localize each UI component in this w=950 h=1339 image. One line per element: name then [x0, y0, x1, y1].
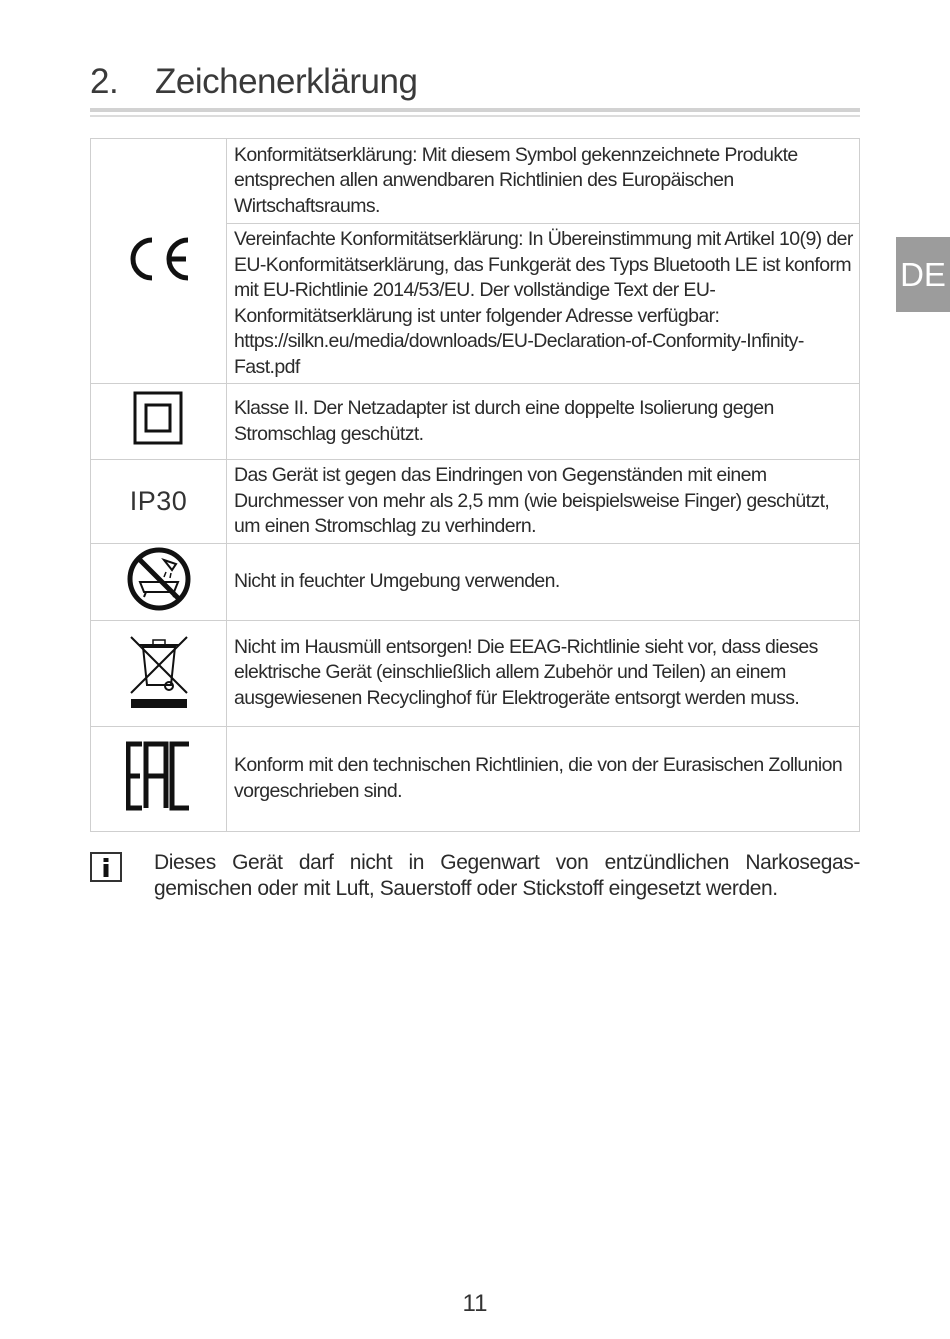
- symbol-description: Das Gerät ist gegen das Eindringen von Gegenständen mit einem Durchmesser von mehr als 2,5 mm (wie beispielsweise Finger) geschützt, um einen Stromschlag zu verhindern.: [227, 460, 860, 544]
- info-note-text: Dieses Gerät darf nicht in Gegenwart von entzündlichen Narkosegas-gemischen oder mit Luft, Sauerstoff oder Stickstoff eingesetzt werden.: [154, 851, 860, 900]
- symbol-description: Klasse II. Der Netzadapter ist durch eine doppelte Isolierung gegen Stromschlag geschützt.: [227, 384, 860, 460]
- heading-rule: [90, 108, 860, 112]
- table-row: [91, 726, 860, 831]
- page-number: 11: [462, 1290, 488, 1317]
- section-title: Zeichenerklärung: [155, 62, 418, 101]
- table-row: [91, 460, 860, 544]
- table-row: [91, 543, 860, 620]
- symbol-table: [90, 138, 860, 832]
- ip30-label: IP30: [129, 485, 188, 516]
- symbol-description: Nicht im Hausmüll entsorgen! Die EEAG-Richtlinie sieht vor, dass dieses elektrische Gerät (einschließlich allem Zubehör und Teilen) an einem ausgewiesenen Recyclinghof für Elektrogeräte entsorgt werden muss.: [227, 620, 860, 726]
- heading-rule-thin: [90, 115, 860, 117]
- eac-mark-icon: [91, 726, 227, 831]
- table-row: [91, 139, 860, 224]
- symbol-description: Konformitätserklärung: Mit diesem Symbol gekennzeichnete Produkte entsprechen allen anwendbaren Richtlinien des Europäischen Wirtschaftsraums.: [227, 139, 860, 224]
- no-bath-icon: [91, 543, 227, 620]
- table-row: [91, 620, 860, 726]
- class-ii-icon: [91, 384, 227, 460]
- language-tab: DE: [896, 237, 950, 312]
- weee-bin-icon: [91, 620, 227, 726]
- symbol-description: Vereinfachte Konformitätserklärung: In Übereinstimmung mit Artikel 10(9) der EU-Konformitätserklärung, das Funkgerät des Typs Bluetooth LE ist konform mit EU-Richtlinie 2014/53/EU. Der vollständige Text der EU-Konformitätserklärung ist unter folgender Adresse verfügbar: https://silkn.eu/media/downloads/EU-Declaration-of-Conformity-Infinity-Fast.pdf: [227, 224, 860, 384]
- table-row: [91, 384, 860, 460]
- ip30-icon: [91, 460, 227, 544]
- ce-mark-icon: [91, 139, 227, 384]
- info-icon: [90, 852, 122, 882]
- section-number: 2.: [90, 62, 119, 101]
- symbol-description: Nicht in feuchter Umgebung verwenden.: [227, 543, 860, 620]
- symbol-description: Konform mit den technischen Richtlinien, die von der Eurasischen Zollunion vorgeschrieben sind.: [227, 726, 860, 831]
